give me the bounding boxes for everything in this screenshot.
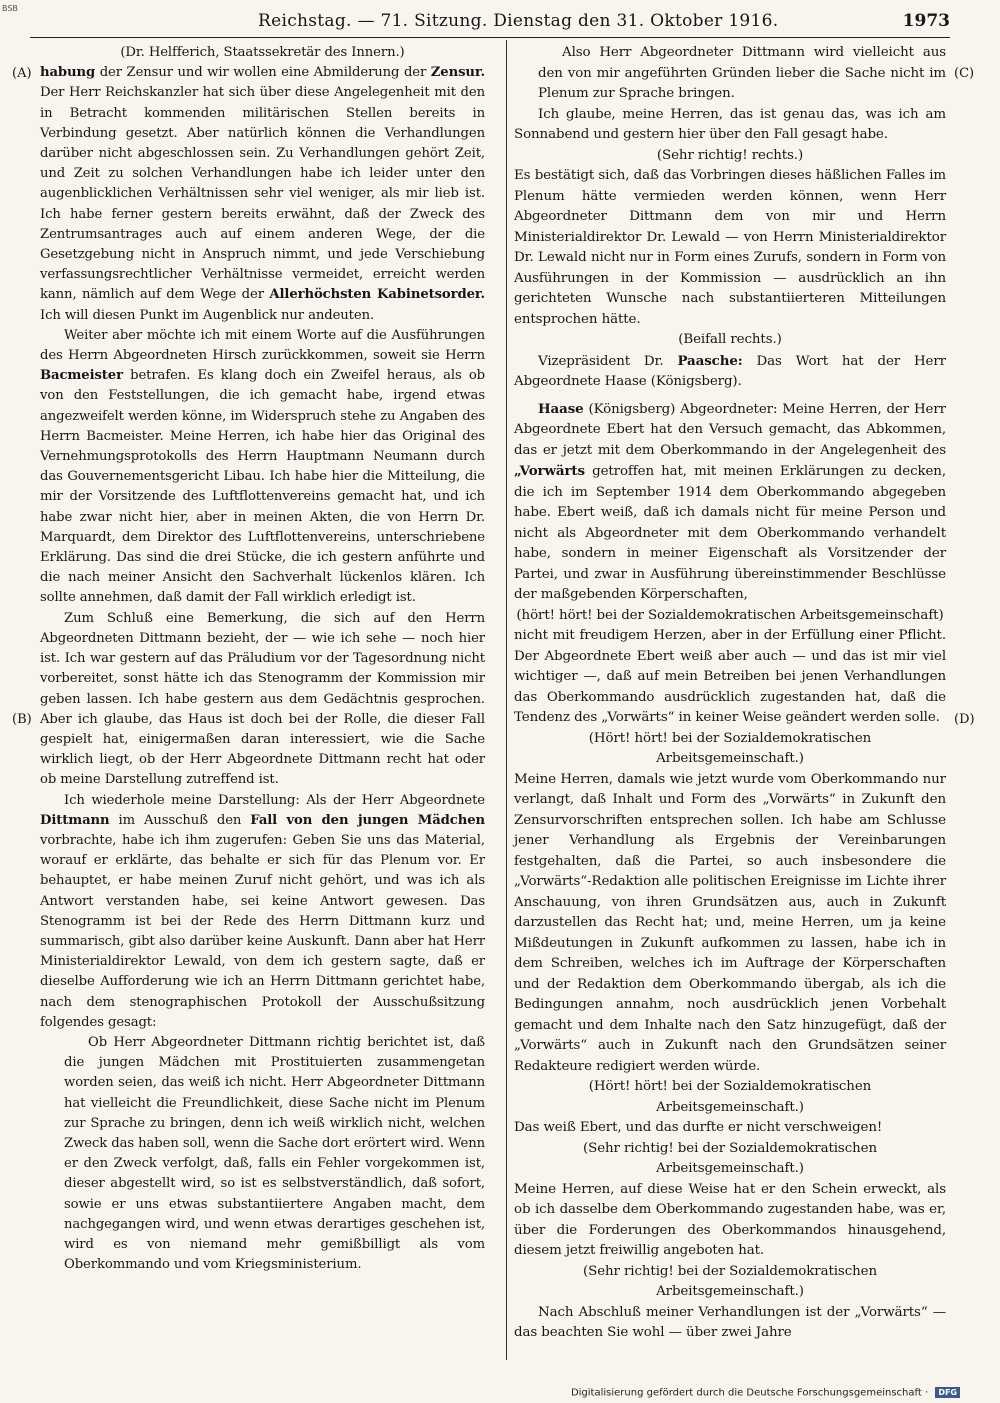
paragraph: Es bestätigt sich, daß das Vorbringen dieses häßlichen Falles im Plenum hätte vermieden werden können, wenn Herr Abgeordneter Dittmann dem von mir und Herrn Ministerialdirektor Dr. Lewald — von Herrn Ministerialdirektor Dr. Lewald nicht nur in Form eines Zurufs, sondern in Form von Ausführungen in der Kommission — ausdrücklich an ihn gerichteten Wunsche nach substantiierteren Mitteilungen entsprochen hätte. — [514, 168, 946, 327]
interjection: (Sehr richtig! bei der Sozialdemokratischen Arbeitsgemeinschaft.) — [583, 1140, 877, 1176]
speaker-line: (Dr. Helfferich, Staatssekretär des Innern.) — [120, 45, 405, 60]
paragraph — [40, 326, 485, 609]
column-divider — [506, 40, 507, 1360]
bold-term: Dittmann — [40, 812, 110, 828]
paragraph — [40, 63, 485, 326]
paragraph: nicht mit freudigem Herzen, aber in der Erfüllung einer Pflicht. Der Abgeordnete Ebert weiß aber auch — und das ist mir viel wichtiger —, daß auf mein Betreiben bei jenen Verhandlungen das Oberkommando ausdrücklich zugestanden hat, daß die Tendenz des „Vorwärts“ in keiner Weise geändert werden solle. — [514, 628, 946, 725]
paragraph: Meine Herren, damals wie jetzt wurde vom Oberkommando nur verlangt, daß Inhalt und Form des „Vorwärts“ in Zukunft den Zensurvorschriften entsprechen sollen. Ich habe am Schlusse jener Verhandlung als Ergebnis der Vereinbarungen festgehalten, daß die Partei, so auch insbesondere die „Vorwärts“-Redaktion alle politischen Ereignisse im Lichte ihrer Anschauung, von ihren Grundsätzen aus, auch in Zukunft darzustellen das Recht hat; und, meine Herren, um ja keine Mißdeutungen in Zukunft aufkommen zu lassen, habe ich in dem Schreiben, welches ich im Auftrage der Körperschaften und der Redaktion dem Oberkommando übergab, als ich die Bedingungen annahm, noch ausdrücklich jenen Vorbehalt gemacht und dem Inhalte nach den Satz hinzugefügt, daß der „Vorwärts“ auch in Zukunft nach den Grundsätzen seiner Redakteure redigiert werden würde. — [514, 771, 946, 1074]
footer — [571, 1387, 960, 1399]
margin-marker-d: (D) — [954, 712, 975, 727]
bold-term: Fall von den jungen Mädchen — [250, 812, 485, 828]
interjection: (Beifall rechts.) — [678, 332, 782, 347]
block-quote: Also Herr Abgeordneter Dittmann wird vielleicht aus den von mir angeführten Gründen lieber die Sache nicht im Plenum zur Sprache bringen. — [538, 45, 946, 101]
text: Weiter aber möchte ich mit einem Worte auf die Ausführungen des Herrn Abgeordneten Hirsch zurückkommen, soweit sie Herrn — [40, 327, 485, 364]
page-number: 1973 — [902, 11, 950, 31]
text: Das Wort hat der Herr Abgeordnete Haase (Königsberg). — [514, 353, 946, 389]
page-header — [30, 8, 950, 34]
paragraph: Meine Herren, auf diese Weise hat er den Schein erweckt, als ob ich dasselbe dem Oberkommando zugestanden habe, was er, über die Forderungen des Oberkommandos hinausgehend, diesem jetzt freiwillig angeboten hat. — [514, 1181, 946, 1258]
paragraph: Ich glaube, meine Herren, das ist genau das, was ich am Sonnabend und gestern hier über den Fall gesagt habe. — [514, 106, 946, 142]
text: Der Herr Reichskanzler hat sich über diese Angelegenheit mit den in Betracht kommenden militärischen Stellen bereits in Verbindung gesetzt. Aber natürlich können die Verhandlungen darüber nicht abgeschlossen sein. Zu Verhandlungen gehört Zeit, und Zeit zu solchen Verhandlungen habe ich leider unter den augenblicklichen Verhältnissen sehr viel weniger, als mir lieb ist. Ich habe ferner gestern bereits erwähnt, daß der Zweck des Zentrumsantrages auch auf einem anderen Wege, der die Gesetzgebung nicht in Anspruch nimmt, und jede Verschiebung verfassungsrechtlicher Verhältnisse vermeidet, erreicht werden kann, nämlich auf dem Wege der — [40, 85, 485, 303]
text: getroffen hat, mit meinen Erklärungen zu decken, die ich im September 1914 dem Oberkommando abgegeben habe. Ebert weiß, daß ich damals nicht für meine Person und nicht als Abgeordneter mit dem Oberkommando verhandelt habe, sondern in meiner Eigenschaft als Vorsitzender der Partei, und zwar in Ausführung übereinstimmender Beschlüsse der maßgebenden Körperschaften, — [514, 464, 946, 602]
text: im Ausschuß den — [118, 812, 242, 828]
footer-text: Digitalisierung gefördert durch die Deutsche Forschungsgemeinschaft · — [570, 1387, 929, 1398]
left-column — [40, 43, 485, 1275]
text: der Zensur und wir wollen eine Abmilderung der — [99, 65, 427, 81]
margin-marker-c: (C) — [954, 66, 975, 81]
dfg-logo: DFG — [935, 1387, 960, 1398]
text: vorbrachte, habe ich ihm zugerufen: Geben Sie uns das Material, worauf er erklärte, das behalte er sich für das Plenum vor. Er behauptet, er habe meinen Zuruf nicht gehört, und was ich als Antwort verstanden habe, sei keine Antwort gewesen. Das Stenogramm ist bei der Rede des Herrn Dittmann kurz und summarisch, gibt also darüber keine Auskunft. Dann aber hat Herr Ministerialdirektor Lewald, von dem ich gestern sagte, daß er dieselbe Aufforderung wie ich an Herrn Dittmann gerichtet habe, nach dem stenographischen Protokoll der Ausschußsitzung folgendes gesagt: — [40, 832, 485, 1030]
paragraph: Das weiß Ebert, und das durfte er nicht verschweigen! — [514, 1120, 883, 1135]
bold-term: Allerhöchsten Kabinetsorder. — [269, 287, 486, 303]
text: Ich wiederhole meine Darstellung: Als der Herr Abgeordnete — [64, 792, 485, 808]
block-quote: Ob Herr Abgeordneter Dittmann richtig berichtet ist, daß die jungen Mädchen mit Prostituierten zusammengetan worden seien, das weiß ich nicht. Herr Abgeordneter Dittmann hat vielleicht die Freundlichkeit, diese Sache nicht im Plenum zur Sprache zu bringen, denn ich weiß wirklich nicht, welchen Zweck das haben soll, wenn die Sache dort erörtert wird. Wenn er den Zweck verfolgt, daß, falls ein Fehler vorgekommen ist, dieser abgestellt wird, so ist es selbstverständlich, daß sofort, sowie er uns etwas substantiiertere Angaben macht, dem nachgegangen wird, und wenn etwas derartiges geschehen ist, wird es von niemand mehr gemißbilligt als vom Oberkommando und vom Kriegsministerium. — [64, 1034, 485, 1273]
paragraph — [514, 399, 946, 606]
paragraph — [514, 351, 946, 393]
right-column — [514, 43, 946, 1344]
header-rule — [30, 37, 950, 38]
bold-term: Zensur. — [430, 65, 486, 81]
text: (Königsberg) Abgeordneter: Meine Herren, der Herr Abgeordnete Ebert hat den Versuch gemacht, das Abkommen, das er jetzt mit dem Oberkommando in der Angelegenheit des — [514, 401, 946, 458]
bold-term: Haase — [538, 400, 584, 417]
interjection: (Sehr richtig! bei der Sozialdemokratischen Arbeitsgemeinschaft.) — [583, 1263, 877, 1299]
text: Ich will diesen Punkt im Augenblick nur andeuten. — [40, 307, 375, 323]
text: Vizepräsident Dr. — [538, 353, 664, 369]
bold-term: Bacmeister — [40, 368, 123, 384]
margin-marker-b: (B) — [12, 712, 32, 727]
running-title: Reichstag. — 71. Sitzung. Dienstag den 31. Oktober 1916. — [258, 11, 779, 31]
bold-term: „Vorwärts — [514, 463, 585, 479]
paragraph: Zum Schluß eine Bemerkung, die sich auf den Herrn Abgeordneten Dittmann bezieht, der — wie ich sehe — noch hier ist. Ich war gestern auf das Präludium vor der Tagesordnung nicht vorbereitet, sonst hätte ich das Stenogramm der Kommission mir geben lassen. Ich habe gestern aus dem Gedächtnis gesprochen. Aber ich glaube, das Haus ist doch bei der Rolle, die dieser Fall gespielt hat, einigermaßen daran interessiert, wie die Sache wirklich liegt, ob der Herr Abgeordnete Dittmann recht hat oder ob meine Darstellung zutreffend ist. — [40, 610, 485, 788]
interjection: (Hört! hört! bei der Sozialdemokratischen Arbeitsgemeinschaft.) — [588, 730, 872, 766]
bold-term: Paasche: — [677, 352, 743, 369]
margin-marker-a: (A) — [12, 66, 32, 81]
interjection: (Sehr richtig! rechts.) — [656, 147, 804, 163]
interjection: (hört! hört! bei der Sozialdemokratischen Arbeitsgemeinschaft) — [516, 607, 944, 623]
bold-term: habung — [40, 65, 96, 81]
interjection: (Hört! hört! bei der Sozialdemokratischen Arbeitsgemeinschaft.) — [588, 1079, 872, 1115]
paragraph: Nach Abschluß meiner Verhandlungen ist der „Vorwärts“ — das beachten Sie wohl — über zwei Jahre — [514, 1304, 946, 1340]
library-tag: BSB — [2, 4, 18, 13]
text: betrafen. Es klang doch ein Zweifel heraus, als ob von den Feststellungen, die ich gemacht habe, irgend etwas angezweifelt werden könne, im Widerspruch stehe zu Angaben des Herrn Bacmeister. Meine Herren, ich habe hier das Original des Vernehmungsprotokolls des Herrn Hauptmann Neumann durch das Gouvernementsgericht Libau. Ich habe hier die Mitteilung, die mir der Vorsitzende des Luftflottenvereins gemacht hat, und ich habe zwar nicht hier, aber in meinen Akten, die von Herrn Dr. Marquardt, dem Direktor des Luftflottenvereins, unterschriebene Erklärung. Das sind die drei Stücke, die ich gestern anführte und die nach meiner Ansicht den Sachverhalt lückenlos klären. Ich sollte annehmen, daß damit der Fall wirklich erledigt ist. — [40, 368, 485, 606]
paragraph — [40, 791, 485, 1033]
